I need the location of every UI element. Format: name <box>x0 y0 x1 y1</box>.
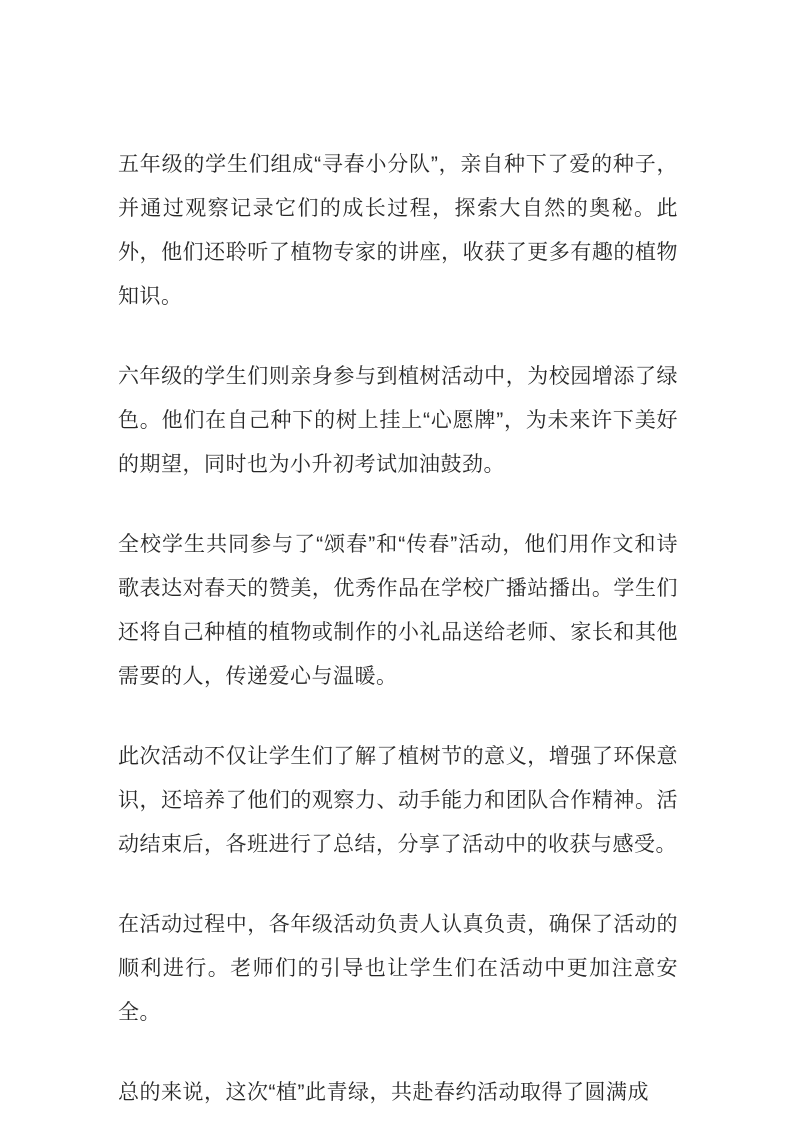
paragraph-2: 六年级的学生们则亲身参与到植树活动中，为校园增添了绿色。他们在自己种下的树上挂上“心愿牌”，为未来许下美好的期望，同时也为小升初考试加油鼓劲。 <box>118 365 678 476</box>
paragraph-3: 全校学生共同参与了“颂春”和“传春”活动，他们用作文和诗歌表达对春天的赞美，优秀作品在学校广播站播出。学生们还将自己种植的植物或制作的小礼品送给老师、家长和其他需要的人，传递爱心与温暖。 <box>118 533 678 688</box>
paragraph-1: 五年级的学生们组成“寻春小分队”，亲自种下了爱的种子，并通过观察记录它们的成长过程，探索大自然的奥秘。此外，他们还聆听了植物专家的讲座，收获了更多有趣的植物知识。 <box>118 153 678 308</box>
paragraph-5: 在活动过程中，各年级活动负责人认真负责，确保了活动的顺利进行。老师们的引导也让学生们在活动中更加注意安全。 <box>118 913 678 1024</box>
document-text-block <box>118 143 678 1115</box>
paragraph-6-truncated: 总的来说，这次“植”此青绿，共赴春约活动取得了圆满成 <box>118 1081 649 1104</box>
paragraph-4: 此次活动不仅让学生们了解了植树节的意义，增强了环保意识，还培养了他们的观察力、动手能力和团队合作精神。活动结束后，各班进行了总结，分享了活动中的收获与感受。 <box>118 745 678 856</box>
